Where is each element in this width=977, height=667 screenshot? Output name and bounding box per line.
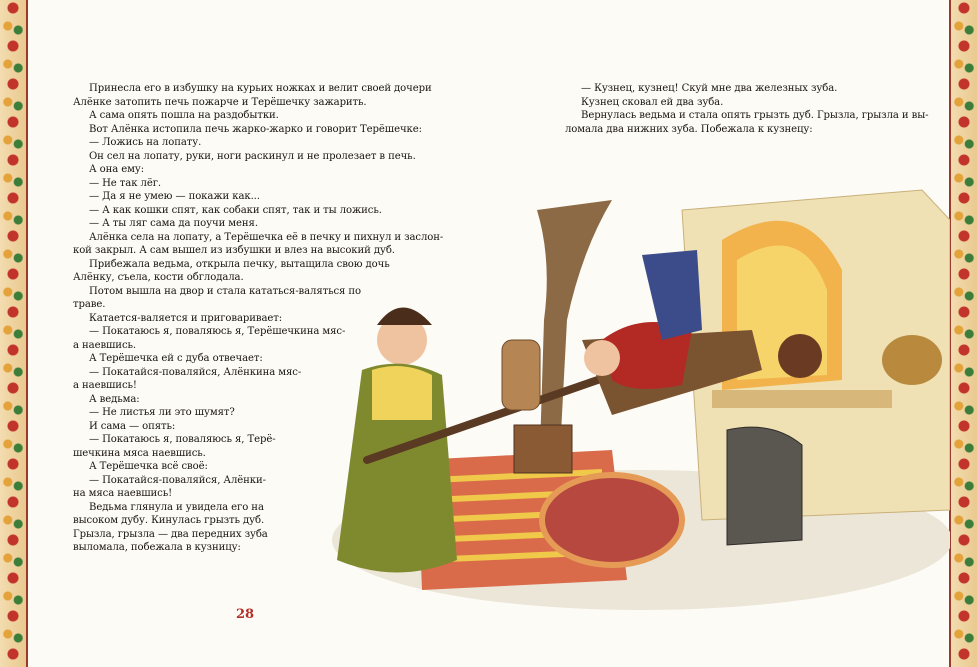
text-line: А Терёшечка ей с дуба отвечает:: [89, 353, 263, 364]
text-line: кой закрыл. А сам вышел из избушки и влез на высокий дуб.: [73, 245, 395, 256]
text-line: — А как кошки спят, как собаки спят, так и ты ложись.: [89, 204, 382, 216]
text-line: — Покатайся-поваляйся, Алёнки-: [89, 474, 266, 486]
text-line: Он сел на лопату, руки, ноги раскинул и не пролезает в печь.: [89, 150, 416, 162]
text-line: Алёнка села на лопату, а Терёшечка её в печку и пихнул и заслон-: [89, 231, 444, 243]
text-line: а наевшись.: [73, 339, 136, 351]
text-line: высоком дубу. Кинулась грызть дуб.: [73, 515, 265, 526]
fairy-tale-illustration: [282, 180, 950, 610]
text-line: Прибежала ведьма, открыла печку, вытащила свою дочь: [89, 258, 390, 270]
text-line: Катается-валяется и приговаривает:: [89, 312, 283, 324]
text-line: ломала два нижних зуба. Побежала к кузнецу:: [565, 123, 813, 135]
text-line: — Ложись на лопату.: [89, 137, 202, 148]
text-line: шечкина мяса наевшись.: [73, 447, 206, 459]
text-line: — Да я не умею — покажи как...: [89, 191, 260, 202]
text-line: траве.: [73, 299, 106, 310]
text-line: — Не так лёг.: [89, 177, 161, 189]
text-line: — А ты ляг сама да поучи меня.: [89, 218, 258, 229]
text-line: Потом вышла на двор и стала кататься-валяться по: [89, 285, 361, 297]
text-line: — Покатайся-поваляйся, Алёнкина мяс-: [89, 366, 302, 378]
text-line: А Терёшечка всё своё:: [89, 461, 208, 472]
text-line: Ведьма глянула и увидела его на: [89, 501, 264, 513]
text-line: — Покатаюсь я, поваляюсь я, Терёшечкина мяс-: [89, 326, 346, 337]
text-line: выломала, побежала в кузницу:: [73, 542, 241, 553]
ornamental-border-right: [949, 0, 977, 667]
text-line: — Покатаюсь я, поваляюсь я, Терё-: [89, 434, 276, 445]
text-line: — Кузнец, кузнец! Скуй мне два железных зуба.: [581, 83, 838, 94]
text-line: Вот Алёнка истопила печь жарко-жарко и говорит Терёшечке:: [89, 123, 422, 135]
right-text-column: [565, 82, 929, 136]
text-line: Алёнке затопить печь пожарче и Терёшечку зажарить.: [73, 96, 367, 108]
text-line: на мяса наевшись!: [73, 488, 173, 499]
text-line: Грызла, грызла — два передних зуба: [73, 528, 268, 540]
text-line: Вернулась ведьма и стала опять грызть дуб. Грызла, грызла и вы-: [581, 110, 929, 121]
text-line: А она ему:: [89, 164, 145, 175]
text-line: а наевшись!: [73, 380, 137, 391]
text-line: Принесла его в избушку на курьих ножках и велит своей дочери: [89, 83, 432, 94]
ornamental-border-left: [0, 0, 28, 667]
text-line: И сама — опять:: [89, 420, 176, 432]
text-line: А ведьма:: [89, 393, 140, 405]
text-line: Кузнец сковал ей два зуба.: [581, 96, 724, 108]
text-line: — Не листья ли это шумят?: [89, 407, 235, 418]
page-number: 28: [236, 607, 255, 622]
text-line: Алёнку, съела, кости обглодала.: [73, 272, 244, 283]
text-line: А сама опять пошла на раздобытки.: [89, 110, 279, 121]
